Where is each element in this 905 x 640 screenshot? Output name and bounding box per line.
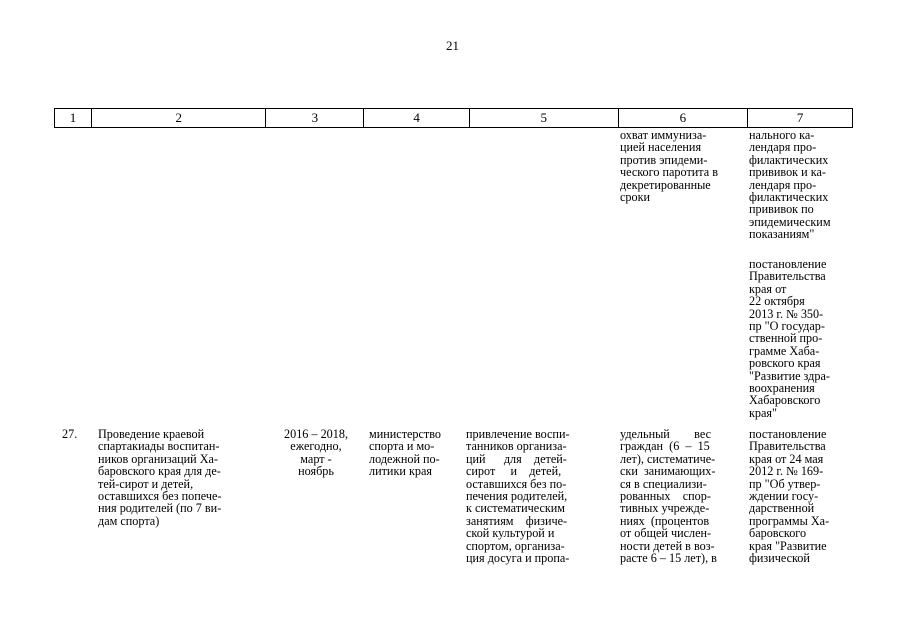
header-col-6: 6 (619, 109, 749, 127)
row27-executor: министерство спорта и мо- лодежной по- литики края (369, 427, 442, 479)
row27-number: 27. (62, 427, 78, 441)
page-number: 21 (446, 38, 459, 53)
row27-legal-basis: постановление Правительства края от 24 мая 2012 г. № 169- пр "Об утвер- ждении госу- дарственной программы Ха- баровского края "Развитие физической (749, 427, 830, 566)
row27-indicator: удельный вес граждан (6 – 15 лет), систематиче- ски занимающих- ся в специализи- рованных спор- тивных учрежде- ниях (процентов от общей числен- ности детей в воз- расте 6 – 15 лет), в (620, 427, 717, 566)
row27-expected-result: привлечение воспи- танников организа- ций для детей- сирот и детей, оставшихся без по- печения родителей, к систематическим занятиям физиче- ской культурой и спортом, организа- ция досуга и пропа- (466, 427, 570, 566)
row27-activity: Проведение краевой спартакиады воспитан- ников организаций Ха- баровского края для де- тей-сирот и детей, оставшихся без попече- ния родителей (по 7 ви- дам спорта) (98, 427, 222, 528)
continued-col7-text: нального ка- лендаря про- филактических прививок и ка- лендаря про- филактических прививок по эпидемическим показаниям" (749, 128, 831, 242)
header-col-5: 5 (470, 109, 619, 127)
header-col-3: 3 (266, 109, 364, 127)
header-col-1: 1 (55, 109, 92, 127)
header-col-2: 2 (92, 109, 267, 127)
row27-period: 2016 – 2018, ежегодно, март - ноябрь (284, 427, 348, 479)
header-col-7: 7 (796, 110, 804, 125)
table-header-row (54, 108, 853, 128)
header-col-4: 4 (364, 109, 470, 127)
continued-col7-resolution: постановление Правительства края от 22 октября 2013 г. № 350- пр "О государ- ственной про- грамме Хаба- ровского края "Развитие здра- воохранения Хабаровского края" (749, 257, 830, 420)
continued-col6: охват иммуниза- цией населения против эпидеми- ческого паротита в декретированные сроки (620, 128, 718, 205)
